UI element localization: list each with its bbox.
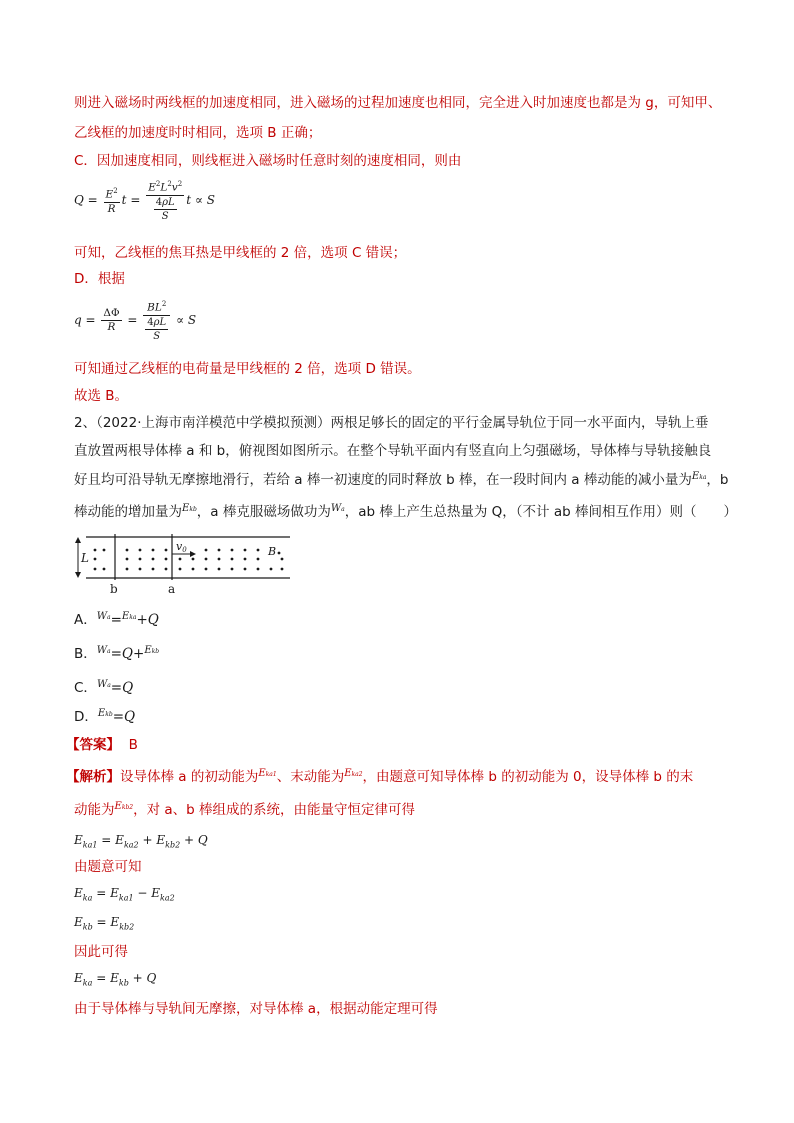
equation-charge: q = $\frac{\Delta\Phi}{R}$ = $\frac{BL^2}{\frac{4\rho L}{S}}$ ∝ S [74,300,197,342]
symbol-W-a: Wa [96,679,111,690]
answer-value: B [128,737,138,753]
answer-tag: 【答案】 [66,737,120,753]
symbol-W-a: Wa [96,611,111,622]
analysis-line-5: 由于导体棒与导轨间无摩擦，对导体棒 a，根据动能定理可得 [74,1001,438,1017]
answer-line [66,736,138,754]
text-line-5: D．根据 [74,271,125,287]
symbol-E-kb: Ekb [182,503,197,514]
analysis-line-2: 动能为$^{Ekb2}$，对 a、b 棒组成的系统，由能量守恒定律可得 [74,801,416,818]
label-b: b [110,582,118,596]
symbol-E-kb: Ekb [144,645,160,656]
text-line-3: C．因加速度相同，则线框进入磁场时任意时刻的速度相同，则由 [74,153,462,169]
analysis-line-4: 因此可得 [74,944,128,960]
symbol-W-a: Wa [330,503,345,514]
question-line-2: 直放置两根导体棒 a 和 b，俯视图如图所示。在整个导轨平面内有竖直向上匀强磁场，导体棒与导轨接触良 [74,443,712,459]
text-line-2: 乙线框的加速度时时相同，选项 B 正确； [74,125,322,141]
equation-delta-eka: $E_{ka} = E_{ka1} - E_{ka2}$ [74,886,175,903]
option-d: D．$^{Ekb}$=Q [74,708,136,725]
question-line-4-text: 棒动能的增加量为 [74,504,182,520]
symbol-E-ka: Eka [121,611,137,622]
equation-result: $E_{ka} = E_{kb} + Q$ [74,971,157,988]
question-line-4-tail: ，ab 棒上产生总热量为 Q，（不计 ab 棒间相互作用）则（ ） [344,504,737,520]
analysis-line-1: 【解析】设导体棒 a 的初动能为$^{Eka1}$、末动能为$^{Eka2}$，由题意可知导体棒 b 的初动能为 0，设导体棒 b 的末 [66,768,694,785]
question-line-4 [74,503,737,524]
symbol-E-ka2: Eka2 [344,768,363,779]
analysis-tag: 【解析】 [66,769,120,785]
equation-energy-conservation: $E_{ka1} = E_{ka2} + E_{kb2} + Q$ [74,833,208,850]
equation-delta-ekb: $E_{kb} = E_{kb2}$ [74,915,135,932]
label-v0: v0 [176,540,187,554]
option-c: C．$^{Wa}$=Q [74,679,134,696]
option-b: B．$^{Wa}$=Q+$^{Ekb}$ [74,645,160,662]
label-a: a [168,582,176,596]
label-L: L [81,551,89,565]
text-line-1: 则进入磁场时两线框的加速度相同，进入磁场的过程加速度也相同，完全进入时加速度也都是为 g，可知甲、 [74,95,722,111]
symbol-E-kb: Ekb [97,708,113,719]
label-B: B [268,545,277,558]
analysis-line-3: 由题意可知 [74,859,142,875]
option-a: A．$^{Wa}$=$^{Eka}$+Q [74,611,159,628]
symbol-E-ka: Eka [691,471,707,482]
question-line-1: 2、（2022·上海市南洋模范中学模拟预测）两根足够长的固定的平行金属导轨位于同一水平面内，导轨上垂 [74,415,709,431]
question-line-4-mid: ，a 棒克服磁场做功为 [196,504,331,520]
symbol-E-kb2: Ekb2 [114,801,134,812]
symbol-E-ka1: Eka1 [258,768,277,779]
text-line-4: 可知，乙线框的焦耳热是甲线框的 2 倍，选项 C 错误； [74,245,407,261]
question-line-3-tail: ，b [706,472,729,488]
text-line-6: 可知通过乙线框的电荷量是甲线框的 2 倍，选项 D 错误。 [74,361,421,377]
equation-joule-heat: Q = $\frac{E^2}{R}$ t = $\frac{E^2L^2v^2}{\frac{4\rho L}{S}}$ t ∝ S [74,180,215,222]
symbol-W-a: Wa [96,645,111,656]
rails-diagram [68,530,298,596]
question-line-3-text: 好且均可沿导轨无摩擦地滑行，若给 a 棒一初速度的同时释放 b 棒，在一段时间内 a 棒动能的减小量为 [74,472,692,488]
question-line-3 [74,471,728,492]
magnetic-field-dots [94,549,284,571]
text-line-7: 故选 B。 [74,388,129,404]
